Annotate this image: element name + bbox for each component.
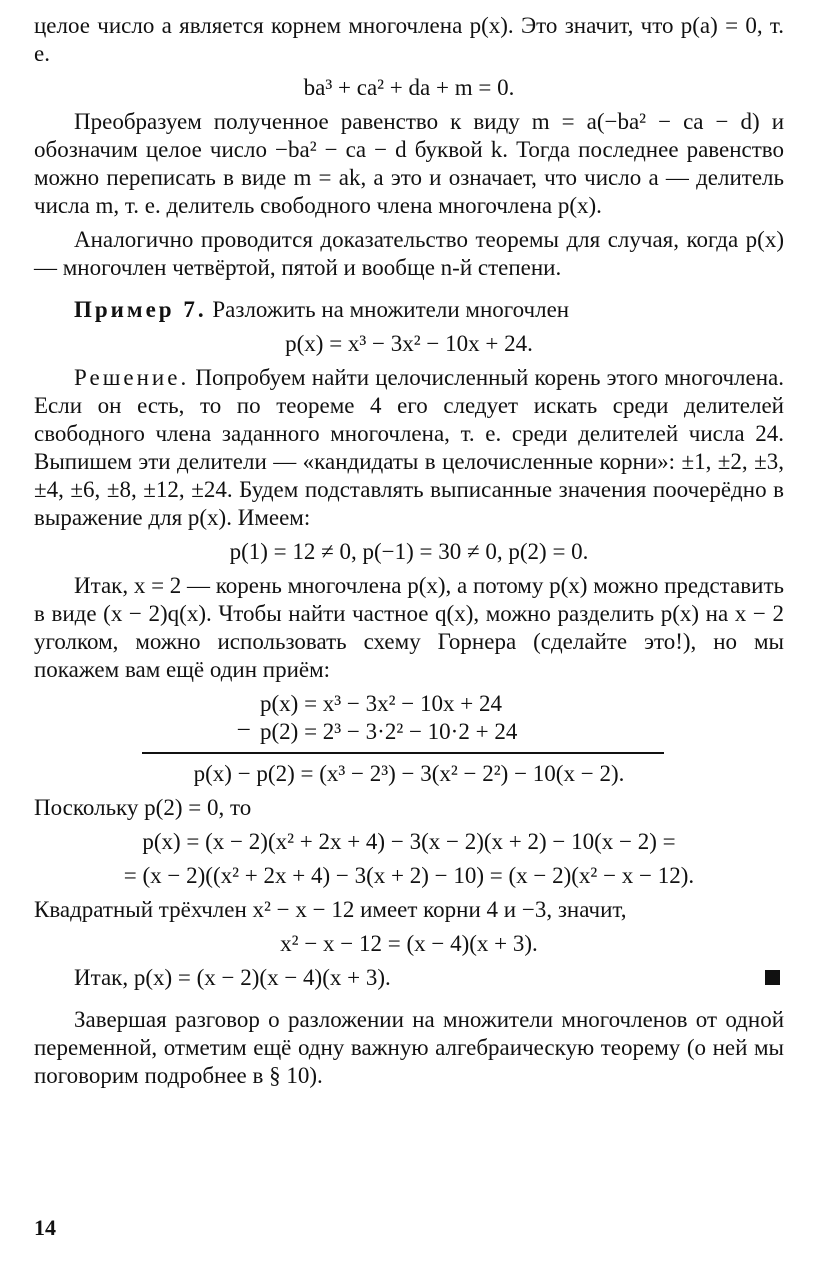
end-of-proof-square-icon: [765, 970, 780, 985]
example-text: Разложить на множители многочлен: [212, 297, 570, 322]
paragraph-3: Аналогично проводится доказательство теоремы для случая, когда p(x) — многочлен четвёртой, пятой и вообще n-й степени.: [34, 227, 784, 280]
paragraph-6: Квадратный трёхчлен x² − x − 12 имеет корни 4 и −3, значит,: [34, 897, 627, 922]
subtraction-result: p(x) − p(2) = (x³ − 2³) − 3(x² − 2²) − 10(x − 2).: [193, 761, 625, 786]
paragraph-1: целое число a является корнем многочлена p(x). Это значит, что p(a) = 0, т. е.: [34, 13, 784, 66]
example-7: [34, 296, 784, 324]
paragraph-5: Поскольку p(2) = 0, то: [34, 795, 252, 820]
formula-4a: p(x) = (x − 2)(x² + 2x + 4) − 3(x − 2)(x + 2) − 10(x − 2) =: [142, 829, 676, 854]
formula-1: ba³ + ca² + da + m = 0.: [303, 75, 515, 100]
subtraction-rule: [142, 752, 664, 754]
conclusion-row: [34, 964, 784, 992]
minus-sign: _: [238, 707, 250, 732]
page-content: [34, 12, 784, 1090]
formula-3: p(1) = 12 ≠ 0, p(−1) = 30 ≠ 0, p(2) = 0.: [229, 539, 589, 564]
example-label: Пример 7.: [74, 297, 207, 322]
paragraph-7: Итак, p(x) = (x − 2)(x − 4)(x + 3).: [74, 965, 391, 990]
paragraph-8: Завершая разговор о разложении на множители многочленов от одной переменной, отметим ещё одну важную алгебраическую теорему (о ней мы поговорим подробнее в § 10).: [34, 1007, 784, 1088]
solution: [34, 364, 784, 532]
solution-text: Попробуем найти целочисленный корень этого многочлена. Если он есть, то по теореме 4 его следует искать среди делителей свободного члена заданного многочлена, т. е. среди делителей числа 24. Выпишем эти делители — «кандидаты в целочисленные корни»: ±1, ±2, ±3, ±4, ±6, ±8, ±12, ±24. Будем подставлять выписанные значения поочерёдно в выражение для p(x). Имеем:: [34, 365, 784, 530]
formula-5: x² − x − 12 = (x − 4)(x + 3).: [280, 931, 538, 956]
subtraction-block: [34, 690, 784, 746]
subtraction-line-1: p(x) = x³ − 3x² − 10x + 24: [260, 691, 502, 716]
paragraph-4: Итак, x = 2 — корень многочлена p(x), а потому p(x) можно представить в виде (x − 2)q(x). Чтобы найти частное q(x), можно разделить p(x) на x − 2 уголком, можно использовать схему Горнера (сделайте это!), но мы покажем вам ещё один приём:: [34, 573, 784, 682]
solution-label: Решение.: [74, 365, 190, 390]
subtraction-line-2: p(2) = 2³ − 3·2² − 10·2 + 24: [260, 719, 518, 744]
page-number: 14: [34, 1215, 56, 1240]
formula-2: p(x) = x³ − 3x² − 10x + 24.: [285, 331, 533, 356]
formula-4b: = (x − 2)((x² + 2x + 4) − 3(x + 2) − 10) = (x − 2)(x² − x − 12).: [123, 863, 695, 888]
paragraph-2: Преобразуем полученное равенство к виду m = a(−ba² − ca − d) и обозначим целое число −ba² − ca − d буквой k. Тогда последнее равенство можно переписать в виде m = ak, а это и означает, что число a — делитель числа m, т. е. делитель свободного члена многочлена p(x).: [34, 109, 784, 218]
